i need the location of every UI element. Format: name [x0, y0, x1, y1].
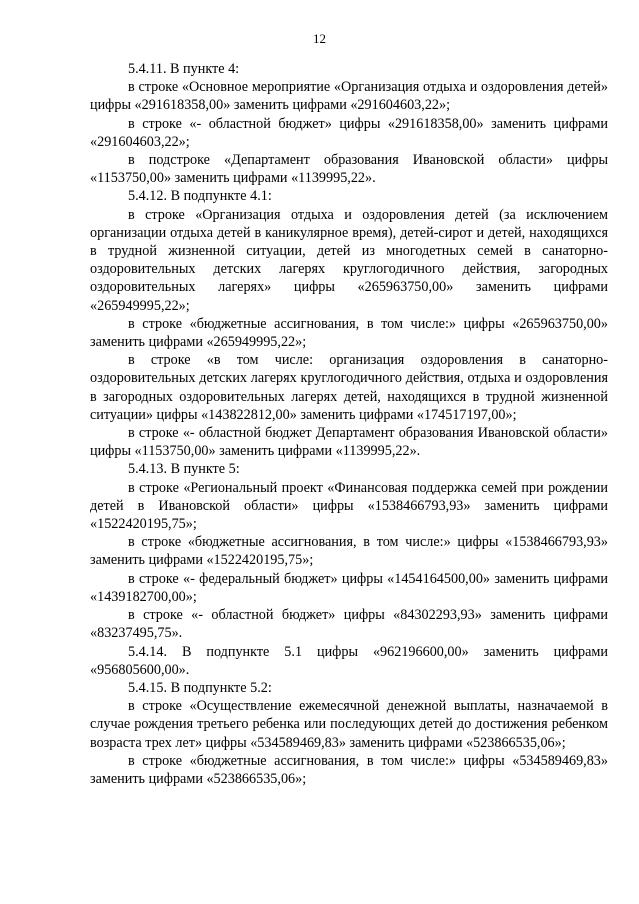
paragraph-1: 5.4.11. В пункте 4: [128, 61, 240, 77]
paragraph-11: в строке «Региональный проект «Финансовая поддержка семей при рождении детей в Ивановской области» цифры «1538466793,93» заменить цифрами «1522420195,75»; [90, 479, 608, 533]
paragraph-6: в строке «Организация отдыха и оздоровления детей (за исключением организации отдыха детей в каникулярное время), детей-сирот и детей, находящихся в трудной жизненной ситуации, детей из многодетных семей в санаторно-оздоровительных детских лагерях круглогодичного действия, загородных оздоровительных лагерях» цифры «265963750,00» заменить цифрами «265949995,22»; [90, 206, 608, 314]
paragraph-15: 5.4.14. В подпункте 5.1 цифры «962196600,00» заменить цифрами «956805600,00». [90, 643, 608, 678]
paragraph-7: в строке «бюджетные ассигнования, в том числе:» цифры «265963750,00» заменить цифрами «265949995,22»; [90, 315, 608, 351]
document-body [90, 60, 608, 788]
paragraph-17: в строке «Осуществление ежемесячной денежной выплаты, назначаемой в случае рождения третьего ребенка или последующих детей до достижения ребенком возраста трех лет» цифры «534589469,83» заменить цифрами «523866535,06»; [90, 698, 608, 751]
paragraph-14: в строке «- областной бюджет» цифры «84302293,93» заменить цифрами «83237495,75». [90, 607, 608, 642]
paragraph-5: 5.4.12. В подпункте 4.1: [128, 188, 272, 205]
paragraph-3: в строке «- областной бюджет» цифры «291618358,00» заменить цифрами «291604603,22»; [90, 115, 608, 150]
paragraph-8: в строке «в том числе: организация оздоровления в санаторно-оздоровительных детских лагерях круглогодичного действия, отдыха и оздоровления в загородных оздоровительных лагерях детей, находящихся в трудной жизненной ситуации» цифры «143822812,00» заменить цифрами «174517197,00»; [90, 352, 608, 423]
paragraph-2: в строке «Основное мероприятие «Организация отдыха и оздоровления детей» цифры «291618358,00» заменить цифрами «291604603,22»; [90, 79, 608, 114]
paragraph-10: 5.4.13. В пункте 5: [128, 461, 240, 478]
paragraph-12: в строке «бюджетные ассигнования, в том числе:» цифры «1538466793,93» заменить цифрами «1522420195,75»; [90, 534, 608, 569]
page-number: 12 [313, 31, 326, 46]
paragraph-16: 5.4.15. В подпункте 5.2: [128, 679, 272, 696]
paragraph-18: в строке «бюджетные ассигнования, в том числе:» цифры «534589469,83» заменить цифрами «523866535,06»; [90, 752, 608, 787]
paragraph-13: в строке «- федеральный бюджет» цифры «1454164500,00» заменить цифрами «1439182700,00»; [90, 570, 608, 605]
paragraph-4: в подстроке «Департамент образования Ивановской области» цифры «1153750,00» заменить цифрами «1139995,22». [90, 152, 608, 187]
paragraph-9: в строке «- областной бюджет Департамент образования Ивановской области» цифры «1153750,00» заменить цифрами «1139995,22». [90, 425, 608, 460]
